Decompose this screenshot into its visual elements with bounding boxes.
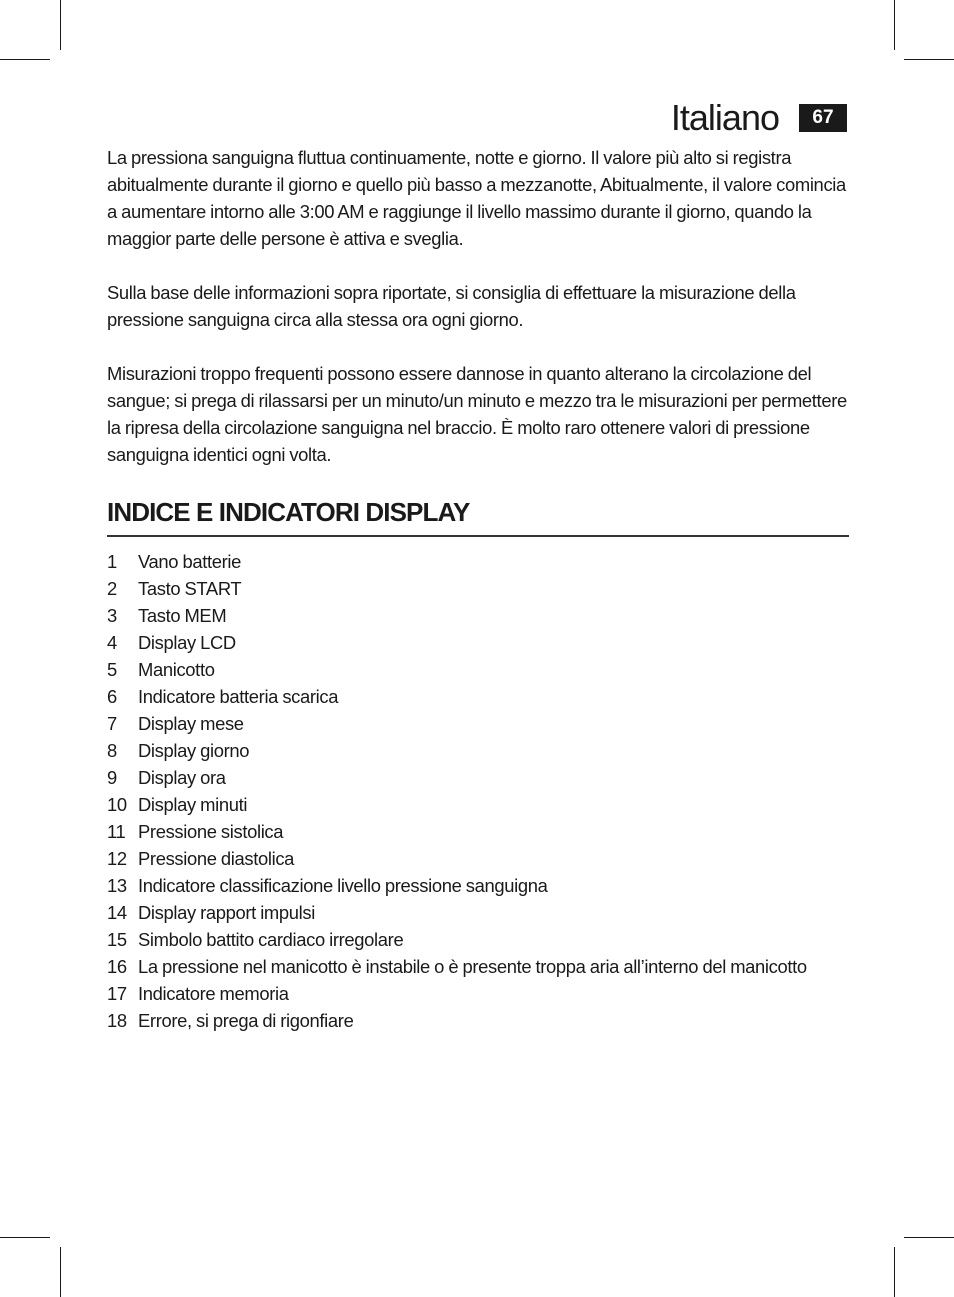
item-number: 7 [107,713,117,734]
item-text: Tasto START [138,578,242,599]
crop-mark [904,59,954,60]
list-item [107,737,849,764]
crop-mark [904,1237,954,1238]
list-item [107,710,849,737]
item-number: 17 [107,983,127,1004]
item-number: 2 [107,578,117,599]
list-item [107,764,849,791]
section-heading: INDICE E INDICATORI DISPLAY [107,497,849,537]
paragraph: Misurazioni troppo frequenti possono essere dannose in quanto alterano la circolazione del sangue; si prega di rilassarsi per un minuto/un minuto e mezzo tra le misurazioni per permettere la ripresa della circolazione sanguigna nel braccio. È molto raro ottenere valori di pressione sanguigna identici ogni volta. [107,363,847,465]
item-number: 10 [107,794,127,815]
page-content [107,144,849,1034]
item-number: 1 [107,551,117,572]
item-text: Display mese [138,713,244,734]
item-number: 12 [107,848,127,869]
item-number: 9 [107,767,117,788]
list-item [107,845,849,872]
item-number: 3 [107,605,117,626]
item-text: Display minuti [138,794,248,815]
item-text: Pressione sistolica [138,821,284,842]
list-item [107,548,849,575]
list-item [107,818,849,845]
paragraph: Sulla base delle informazioni sopra riportate, si consiglia di effettuare la misurazione della pressione sanguigna circa alla stessa ora ogni giorno. [107,282,796,330]
item-text: Tasto MEM [138,605,227,626]
item-text: Indicatore batteria scarica [138,686,339,707]
item-number: 16 [107,956,127,977]
item-number: 15 [107,929,127,950]
list-item [107,656,849,683]
list-item [107,575,849,602]
crop-mark [894,0,895,50]
item-text: Pressione diastolica [138,848,295,869]
crop-mark [894,1247,895,1297]
list-item [107,791,849,818]
item-text: Indicatore classificazione livello pressione sanguigna [138,875,548,896]
list-item [107,683,849,710]
page-number-badge: 67 [799,104,847,132]
list-item [107,1007,849,1034]
list-item [107,980,849,1007]
item-text: Display giorno [138,740,250,761]
item-text: Display ora [138,767,226,788]
item-text: Simbolo battito cardiaco irregolare [138,929,404,950]
item-text: Manicotto [138,659,215,680]
list-item [107,953,849,980]
item-text: Vano batterie [138,551,241,572]
item-number: 6 [107,686,117,707]
list-item [107,872,849,899]
item-number: 18 [107,1010,127,1031]
item-number: 4 [107,632,117,653]
crop-mark [0,59,50,60]
list-item [107,629,849,656]
item-number: 8 [107,740,117,761]
paragraph: La pressiona sanguigna fluttua continuamente, notte e giorno. Il valore più alto si registra abitualmente durante il giorno e quello più basso a mezzanotte, Abitualmente, il valore comincia a aumentare intorno alle 3:00 AM e raggiunge il livello massimo durante il giorno, quando la maggior parte delle persone è attiva e sveglia. [107,147,846,249]
item-number: 14 [107,902,127,923]
item-text: Display LCD [138,632,236,653]
list-item [107,926,849,953]
item-number: 5 [107,659,117,680]
crop-mark [60,0,61,50]
item-text: Indicatore memoria [138,983,289,1004]
item-text: Errore, si prega di rigonfiare [138,1010,354,1031]
crop-mark [60,1247,61,1297]
item-number: 11 [107,821,126,842]
page-header [671,96,847,140]
item-text: Display rapport impulsi [138,902,315,923]
crop-mark [0,1237,50,1238]
list-item [107,602,849,629]
display-indicators-list [107,548,849,1034]
list-item [107,899,849,926]
item-number: 13 [107,875,127,896]
language-title: Italiano [670,97,779,138]
item-text: La pressione nel manicotto è instabile o è presente troppa aria all’interno del manicotto [138,956,807,977]
